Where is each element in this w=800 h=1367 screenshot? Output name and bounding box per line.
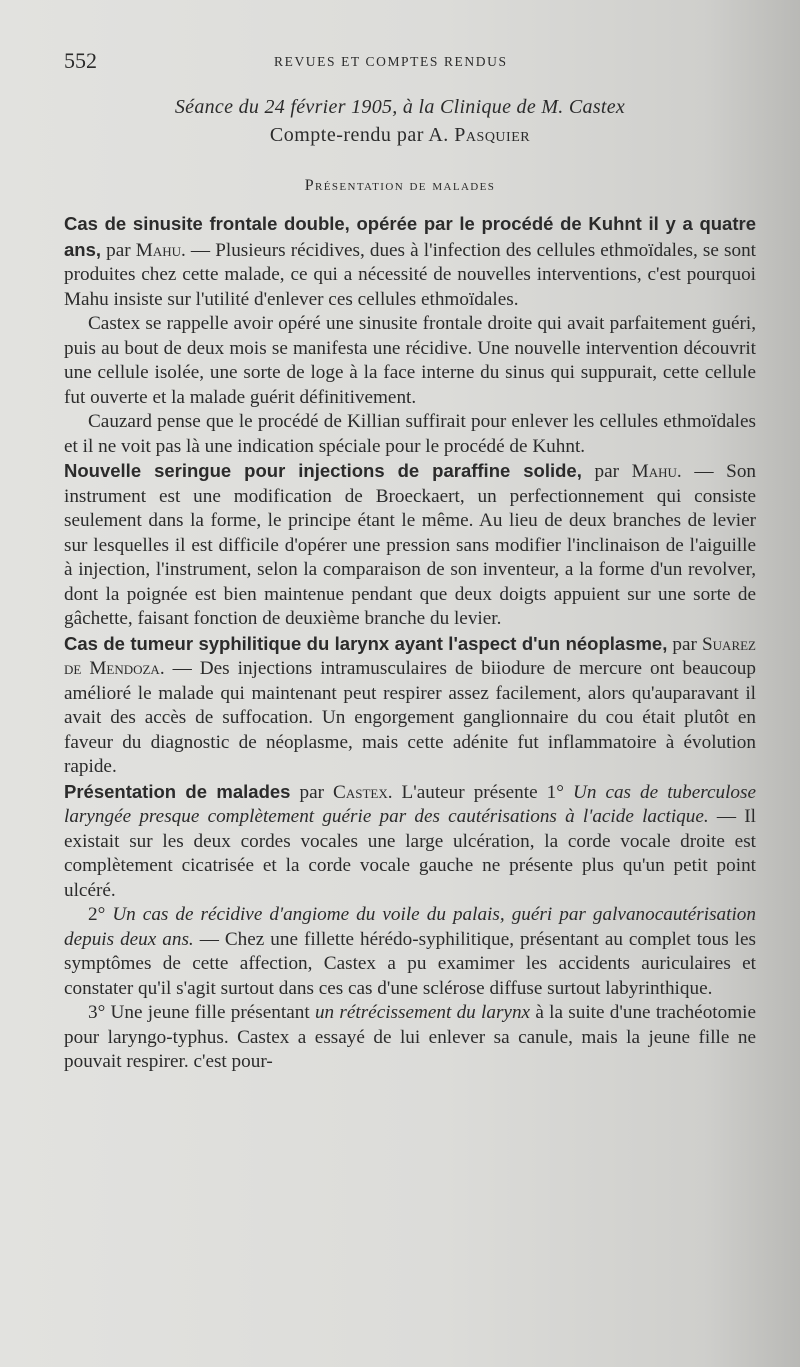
by-word: par xyxy=(290,781,334,803)
report-prefix: Compte-rendu par A. xyxy=(269,124,449,146)
paragraph-1 xyxy=(64,212,756,312)
paragraph-3: Cauzard pense que le procédé de Killian suffirait pour enlever les cellules ethmoïdales et il ne voit pas là une indication spéciale pour le procédé de Kuhnt. xyxy=(64,411,756,457)
paragraph-text-a: 3° Une jeune fille présentant xyxy=(88,1002,315,1023)
section-title: Présentation de malades xyxy=(304,177,496,194)
paragraph-text-a: . L'auteur présente 1° xyxy=(387,781,573,803)
case-title-presentation: Présentation de malades xyxy=(64,780,291,802)
paragraph-text-b: à la suite d'une trachéotomie pour laryngo-typhus. Castex a essayé de lui enlever sa canule, mais la jeune fille ne pouvait respirer. c'est pour- xyxy=(64,1002,756,1072)
paragraph-text: . — Son instrument est une modification de Broeckaert, un perfectionnement qui consiste seulement dans la forme, le principe étant le même. Au lieu de deux branches de levier sur lesquelles il est difficile d'opérer une pression sans modifier l'inclinaison de l'aiguille à injection, l'instrument, selon la comparaison de son inventeur, a la forme d'un revolver, dont la poignée est bien maintenue pendant que deux doigts appuient sur une sorte de gâchette, faisant fonction de deuxième branche du levier. xyxy=(64,461,757,629)
author-suarez: Suarez de Mendoza xyxy=(64,633,757,679)
article-body xyxy=(64,212,756,1075)
case-italic-title: un rétrécissement du larynx xyxy=(314,1002,531,1023)
paragraph-2: Castex se rappelle avoir opéré une sinusite frontale droite qui avait parfaitement guéri, puis au bout de deux mois se manifesta une récidive. Une nouvelle intervention découvrit une cellule isolée, une sorte de loge à la face interne du sinus qui suppurait, cette cellule fut ouverte et la malade guérit définitivement. xyxy=(64,313,756,408)
by-word: par xyxy=(101,239,136,261)
paragraph-text: . — Des injections intramusculaires de biiodure de mercure ont beaucoup amélioré le malade qui maintenant peut respirer assez facilement, alors qu'auparavant il avait des accès de suffocation. Un engorgement ganglionnaire du cou était plutôt en faveur du diagnostic de néoplasme, mais cette adénite fut inflammatoire à évolution rapide. xyxy=(64,658,756,777)
author-mahu: Mahu xyxy=(631,461,677,482)
page-number: 552 xyxy=(64,48,97,73)
case-italic-title: Un cas de tuberculose laryngée presque complètement guérie par des cautérisations à l'acide lactique. xyxy=(64,781,757,827)
by-word: par xyxy=(581,461,632,482)
case-title-tumeur: Cas de tumeur syphilitique du larynx ayant l'aspect d'un néoplasme, xyxy=(64,632,668,654)
author-castex: Castex xyxy=(333,781,388,803)
paragraph-4 xyxy=(64,459,756,632)
paragraph-5 xyxy=(64,632,756,780)
running-title: REVUES ET COMPTES RENDUS xyxy=(274,54,508,69)
paragraph-text: — Chez une fillette hérédo-syphilitique, présentant au complet tous les symptômes de cette affection, Castex a pu examimer les accidents auriculaires et constater qu'il s'agit surtout dans ces cas d'une sclérose diffuse surtout labyrinthique. xyxy=(64,928,756,999)
paragraph-7 xyxy=(64,903,756,1001)
paragraph-6 xyxy=(64,780,756,904)
report-byline xyxy=(0,124,800,147)
case-number: 2° xyxy=(88,904,113,925)
author-mahu: Mahu xyxy=(135,239,181,261)
paragraph-text: . — Plusieurs récidives, dues à l'infection des cellules ethmoïdales, se sont produites chez cette malade, ce qui a nécessité de nouvelles interventions, c'est pourquoi Mahu insiste sur l'utilité d'enlever ces cellules ethmoïdales. xyxy=(64,239,756,310)
page-header xyxy=(64,48,760,76)
case-italic-title: Un cas de récidive d'angiome du voile du palais, guéri par galvanocautérisation depuis deux ans. xyxy=(64,904,756,950)
session-title: Séance du 24 février 1905, à la Clinique de M. Castex xyxy=(174,96,626,118)
by-word: par xyxy=(667,633,702,655)
case-title-sinusite: Cas de sinusite frontale double, opérée par le procédé de Kuhnt il y a quatre ans, xyxy=(64,213,756,260)
paragraph-8 xyxy=(64,1001,756,1075)
paragraph-text-b: — Il existait sur les deux cordes vocales une large ulcération, la corde vocale droite est complètement cicatrisée et la corde vocale gauche ne présente plus qu'un petit point ulcéré. xyxy=(64,806,756,901)
case-title-seringue: Nouvelle seringue pour injections de paraffine solide, xyxy=(64,460,582,481)
report-author: Pasquier xyxy=(454,124,531,146)
